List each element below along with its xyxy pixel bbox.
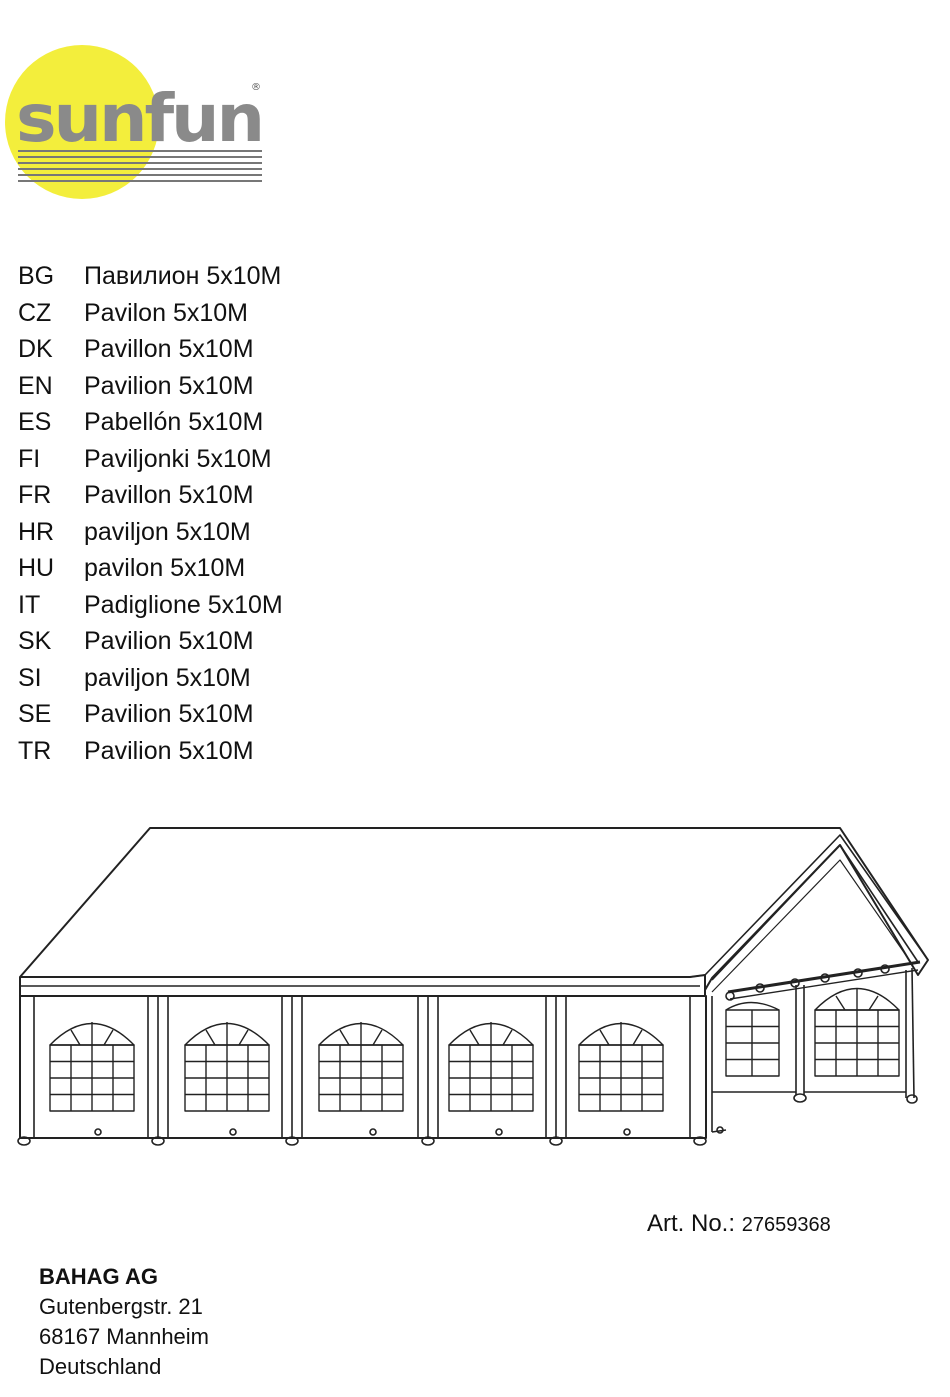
article-label: Art. No.: — [647, 1210, 736, 1237]
manufacturer-address — [39, 1262, 209, 1382]
window-3 — [319, 1022, 403, 1111]
product-name: Pabellón 5x10M — [84, 408, 264, 436]
product-name: Pavilion 5x10M — [84, 700, 254, 728]
article-number — [647, 1210, 831, 1238]
language-code: HU — [18, 554, 55, 582]
pavilion-illustration — [0, 812, 950, 1162]
registered-mark: ® — [251, 82, 261, 93]
brand-wordmark: sunfun — [16, 80, 262, 157]
language-code: ES — [18, 408, 52, 436]
language-code: TR — [18, 736, 52, 765]
street: Gutenbergstr. 21 — [39, 1294, 203, 1319]
gable-windows — [726, 988, 899, 1076]
side-windows — [50, 1022, 663, 1111]
country: Deutschland — [39, 1354, 162, 1379]
company-name: BAHAG AG — [39, 1264, 158, 1289]
gable-window-right — [815, 988, 899, 1076]
gable-end — [706, 962, 920, 1138]
language-code: BG — [18, 262, 55, 290]
language-code: SE — [18, 700, 52, 728]
product-name: Pavilion 5x10M — [84, 736, 254, 765]
window-4 — [449, 1022, 533, 1111]
language-code: CZ — [18, 298, 52, 327]
language-code: SI — [18, 663, 42, 692]
product-name: Pavilion 5x10M — [84, 371, 254, 400]
product-name: paviljon 5x10M — [84, 517, 251, 546]
window-2 — [185, 1022, 269, 1111]
window-1 — [50, 1022, 134, 1111]
language-code: EN — [18, 371, 53, 400]
language-code: FR — [18, 481, 52, 509]
eyelets — [95, 992, 734, 1135]
language-code: FI — [18, 444, 41, 473]
poles — [34, 996, 690, 1138]
gable-window-left — [726, 1003, 779, 1077]
language-code: DK — [18, 335, 53, 363]
language-code: IT — [18, 590, 41, 619]
product-name: Pavilion 5x10M — [84, 627, 254, 655]
side-wall — [20, 996, 706, 1138]
language-code: HR — [18, 517, 55, 546]
sunfun-logo — [0, 40, 280, 205]
window-5 — [579, 1022, 663, 1111]
product-name: Pavillon 5x10M — [84, 335, 254, 363]
product-name: pavilon 5x10M — [84, 554, 246, 582]
product-name: Pavillon 5x10M — [84, 481, 254, 509]
product-name: Pavilon 5x10M — [84, 298, 248, 327]
article-value: 27659368 — [741, 1214, 831, 1236]
product-name: paviljon 5x10M — [84, 663, 251, 692]
product-name: Paviljonki 5x10M — [84, 444, 272, 473]
city: 68167 Mannheim — [39, 1324, 210, 1349]
product-name: Padiglione 5x10M — [84, 590, 283, 619]
language-code: SK — [18, 627, 52, 655]
product-name: Павилион 5x10M — [84, 262, 282, 290]
